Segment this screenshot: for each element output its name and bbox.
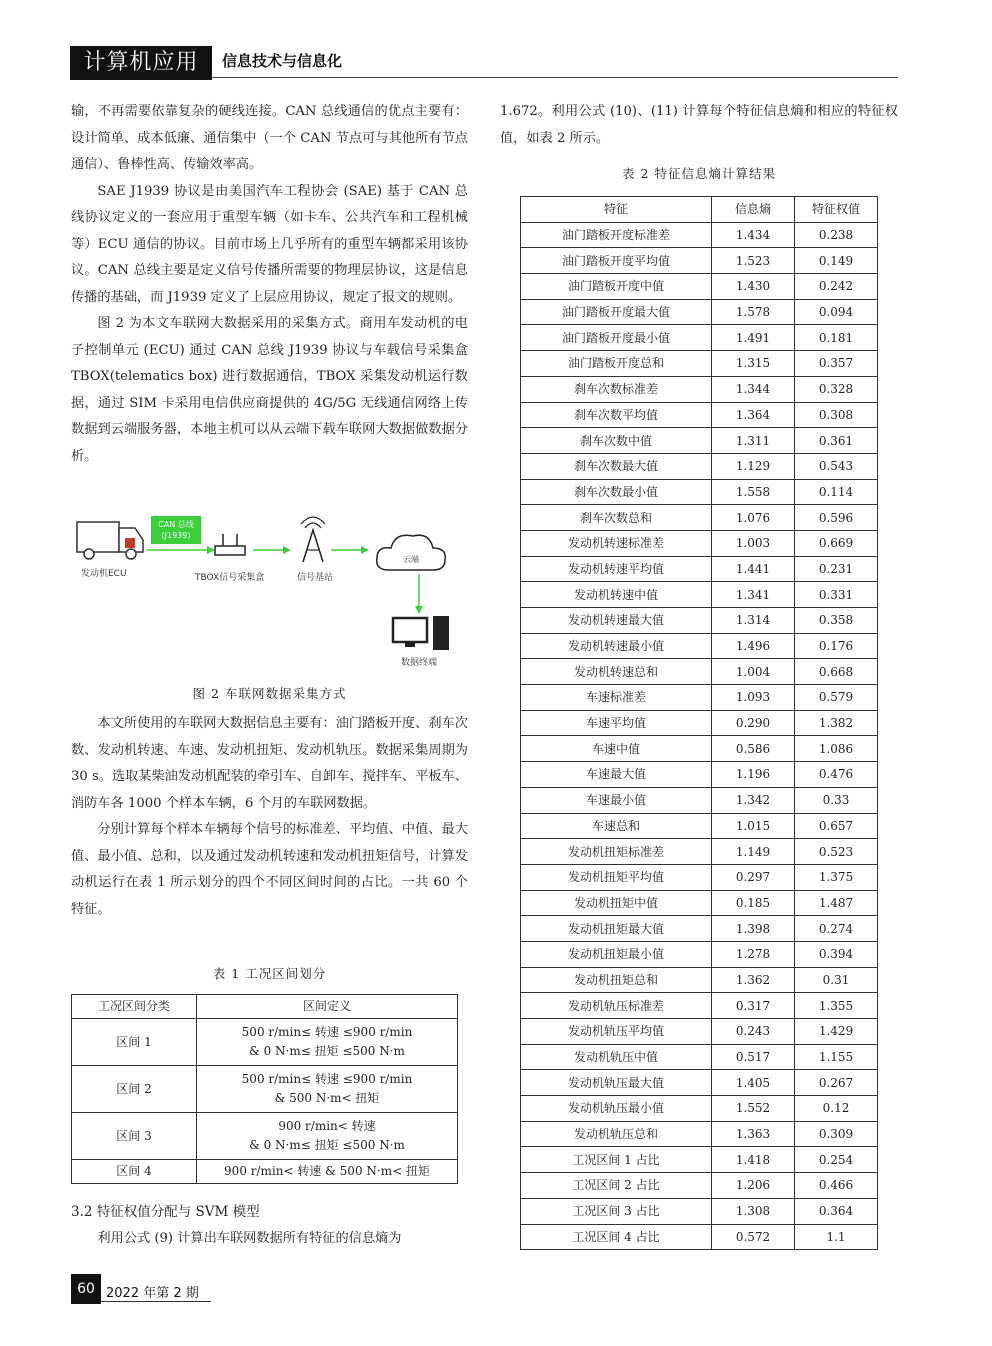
- table-cell: 车速总和: [521, 813, 712, 839]
- table-cell: 1.311: [712, 428, 795, 454]
- table-cell: 油门踏板开度平均值: [521, 248, 712, 274]
- table-cell: 0.331: [795, 582, 878, 608]
- table-row: [521, 1198, 878, 1224]
- table-cell: 1.315: [712, 351, 795, 377]
- table-row: [521, 608, 878, 634]
- can-bus-label: CAN 总线: [158, 520, 194, 529]
- paragraph: 图 2 为本文车联网大数据采用的采集方式。商用车发动机的电子控制单元 (ECU) 通过 CAN 总线 J1939 协议与车载信号采集盒 TBOX(telematics box) 进行数据通信，TBOX 采集发动机运行数据，通过 SIM 卡采用电信供应商提供的 4G/5G 无线通信网络上传数据到云端服务器，本地主机可以从云端下载车联网大数据做数据分析。: [71, 316, 468, 464]
- table-row: [521, 376, 878, 402]
- table-cell: 刹车次数中值: [521, 428, 712, 454]
- table-cell: 刹车次数最大值: [521, 453, 712, 479]
- station-label: 信号基站: [297, 573, 334, 583]
- table-cell: 1.363: [712, 1121, 795, 1147]
- table-cell: 0.12: [795, 1096, 878, 1122]
- table-row: [521, 916, 878, 942]
- table-cell: 0.517: [712, 1044, 795, 1070]
- left-column-text: [71, 99, 468, 470]
- table-cell: 1.341: [712, 582, 795, 608]
- table-cell: 1.155: [795, 1044, 878, 1070]
- table-header-row: [521, 197, 878, 223]
- table-cell: 油门踏板开度最小值: [521, 325, 712, 351]
- table-cell: [197, 1066, 458, 1113]
- table-cell: 刹车次数平均值: [521, 402, 712, 428]
- table-cell: 0.181: [795, 325, 878, 351]
- header-rule: [212, 77, 898, 78]
- table-cell: 0.254: [795, 1147, 878, 1173]
- table-cell: 发动机轨压平均值: [521, 1019, 712, 1045]
- table-row: [521, 1044, 878, 1070]
- right-column-text: [500, 99, 898, 152]
- cell-line: 900 r/min< 转速: [278, 1119, 376, 1133]
- table-cell: 刹车次数最小值: [521, 479, 712, 505]
- table-header-row: [72, 995, 458, 1019]
- table-cell: [197, 1019, 458, 1066]
- table-row: [521, 530, 878, 556]
- table-cell: 1.196: [712, 762, 795, 788]
- table-row: [521, 1173, 878, 1199]
- table-row: [521, 710, 878, 736]
- table-cell: 0.243: [712, 1019, 795, 1045]
- table-row: [521, 813, 878, 839]
- table-row: [521, 1070, 878, 1096]
- table-row: [72, 1113, 458, 1160]
- table-cell: 车速平均值: [521, 710, 712, 736]
- table-cell: 1.558: [712, 479, 795, 505]
- table-row: [521, 1096, 878, 1122]
- table-row: [521, 351, 878, 377]
- table-cell: 1.308: [712, 1198, 795, 1224]
- table-cell: 车速最大值: [521, 762, 712, 788]
- table-cell: 发动机转速标准差: [521, 530, 712, 556]
- table-cell: 刹车次数标准差: [521, 376, 712, 402]
- table-cell: 0.274: [795, 916, 878, 942]
- table-cell: 发动机转速总和: [521, 659, 712, 685]
- table-cell: 1.375: [795, 864, 878, 890]
- table-cell: 0.586: [712, 736, 795, 762]
- table-cell: 0.523: [795, 839, 878, 865]
- table-2: [520, 196, 878, 1250]
- table-cell: 区间 4: [72, 1160, 197, 1184]
- left-column-text-2: [71, 711, 468, 923]
- cell-line: & 500 N·m< 扭矩: [274, 1091, 380, 1105]
- computer-icon: [393, 616, 449, 650]
- table-row: [72, 1066, 458, 1113]
- table-cell: 工况区间 1 占比: [521, 1147, 712, 1173]
- table-row: [521, 1224, 878, 1250]
- table-cell: 0.242: [795, 274, 878, 300]
- table-cell: 1.1: [795, 1224, 878, 1250]
- table-row: [521, 1147, 878, 1173]
- paragraph: SAE J1939 协议是由美国汽车工程协会 (SAE) 基于 CAN 总线协议定义的一套应用于重型车辆（如卡车、公共汽车和工程机械等）ECU 通信的协议。目前市场上几乎所有的重型车辆都采用该协议。CAN 总线主要是定义信号传播所需要的物理层协议，这是信息传播的基础，而 J1939 定义了上层应用协议，规定了报文的规则。: [71, 183, 468, 305]
- table-cell: 1.405: [712, 1070, 795, 1096]
- table-cell: 1.491: [712, 325, 795, 351]
- cell-line: 500 r/min≤ 转速 ≤900 r/min: [241, 1072, 413, 1086]
- cloud-label: 云端: [403, 555, 419, 564]
- table-cell: 工况区间 3 占比: [521, 1198, 712, 1224]
- table-cell: 0.476: [795, 762, 878, 788]
- table-header-cell: 工况区间分类: [72, 995, 197, 1019]
- table-cell: 0.466: [795, 1173, 878, 1199]
- table-cell: 1.364: [712, 402, 795, 428]
- table-cell: 0.543: [795, 453, 878, 479]
- table-1: [71, 994, 458, 1184]
- table-cell: 0.290: [712, 710, 795, 736]
- table-cell: 0.231: [795, 556, 878, 582]
- table-cell: 1.093: [712, 685, 795, 711]
- table-cell: 油门踏板开度总和: [521, 351, 712, 377]
- ecu-label: 发动机ECU: [81, 569, 127, 579]
- table-cell: 车速最小值: [521, 787, 712, 813]
- truck-icon: [77, 522, 143, 559]
- paragraph: 分别计算每个样本车辆每个信号的标准差、平均值、中值、最大值、最小值、总和，以及通过发动机转速和发动机扭矩信号，计算发动机运行在表 1 所示划分的四个不同区间时间的占比。一共 60 个特征。: [71, 822, 468, 917]
- figure-caption: 图 2 车联网数据采集方式: [192, 686, 347, 701]
- cell-line: & 0 N·m≤ 扭矩 ≤500 N·m: [249, 1044, 405, 1058]
- table-row: [521, 762, 878, 788]
- table-cell: 1.523: [712, 248, 795, 274]
- table-cell: 1.552: [712, 1096, 795, 1122]
- table-row: [521, 274, 878, 300]
- figure-2: [71, 510, 468, 675]
- table-cell: 1.129: [712, 453, 795, 479]
- table-cell: 0.31: [795, 967, 878, 993]
- table-cell: 0.149: [795, 248, 878, 274]
- table-row: [521, 1019, 878, 1045]
- table-cell: 0.328: [795, 376, 878, 402]
- cell-line: 500 r/min≤ 转速 ≤900 r/min: [241, 1025, 413, 1039]
- table-row: [521, 479, 878, 505]
- table-row: [521, 222, 878, 248]
- table-row: [72, 1019, 458, 1066]
- section-title: 信息技术与信息化: [222, 52, 343, 70]
- table-row: [521, 299, 878, 325]
- table-cell: 1.434: [712, 222, 795, 248]
- table-row: [521, 839, 878, 865]
- table-cell: 油门踏板开度标准差: [521, 222, 712, 248]
- table-row: [521, 890, 878, 916]
- table-cell: 0.185: [712, 890, 795, 916]
- footer-rule: [101, 1301, 211, 1302]
- table-cell: 发动机转速最小值: [521, 633, 712, 659]
- table-row: [521, 505, 878, 531]
- can-bus-protocol: (J1939): [161, 531, 191, 540]
- table-cell: 发动机转速最大值: [521, 608, 712, 634]
- table-cell: 1.015: [712, 813, 795, 839]
- table-cell: 0.596: [795, 505, 878, 531]
- table-cell: 1.496: [712, 633, 795, 659]
- table-cell: 0.669: [795, 530, 878, 556]
- table-row: [521, 248, 878, 274]
- terminal-label: 数据终端: [401, 658, 438, 668]
- table-cell: 0.657: [795, 813, 878, 839]
- tbox-label: TBOX信号采集盒: [195, 573, 265, 583]
- table-cell: 0.572: [712, 1224, 795, 1250]
- table-cell: 1.314: [712, 608, 795, 634]
- table-cell: 1.487: [795, 890, 878, 916]
- table-cell: 区间 2: [72, 1066, 197, 1113]
- cloud-icon: [377, 535, 446, 570]
- table-header-cell: 信息熵: [712, 197, 795, 223]
- table-row: [521, 941, 878, 967]
- table-cell: 1.076: [712, 505, 795, 531]
- table-cell: 1.418: [712, 1147, 795, 1173]
- table-cell: 1.382: [795, 710, 878, 736]
- table-cell: 0.094: [795, 299, 878, 325]
- table-cell: 发动机扭矩标准差: [521, 839, 712, 865]
- table-cell: 0.579: [795, 685, 878, 711]
- table-cell: 1.344: [712, 376, 795, 402]
- table-cell: 0.267: [795, 1070, 878, 1096]
- table-cell: 0.394: [795, 941, 878, 967]
- table-cell: 发动机转速平均值: [521, 556, 712, 582]
- table-cell: 0.361: [795, 428, 878, 454]
- table-cell: [197, 1113, 458, 1160]
- table-row: [521, 402, 878, 428]
- table-cell: 0.297: [712, 864, 795, 890]
- table-cell: 0.668: [795, 659, 878, 685]
- paragraph: 输，不再需要依靠复杂的硬线连接。CAN 总线通信的优点主要有：设计简单、成本低廉、通信集中（一个 CAN 节点可与其他所有节点通信）、鲁棒性高、传输效率高。: [71, 104, 468, 172]
- table-cell: 1.342: [712, 787, 795, 813]
- cell-line: & 0 N·m≤ 扭矩 ≤500 N·m: [249, 1138, 405, 1152]
- table-row: [521, 685, 878, 711]
- table-row: [521, 967, 878, 993]
- table-cell: 1.430: [712, 274, 795, 300]
- table-cell: 车速中值: [521, 736, 712, 762]
- table-cell: 1.206: [712, 1173, 795, 1199]
- table-cell: 1.004: [712, 659, 795, 685]
- table-header-cell: 特征: [521, 197, 712, 223]
- table-cell: 900 r/min< 转速 & 500 N·m< 扭矩: [197, 1160, 458, 1184]
- page-number: 60: [71, 1274, 101, 1304]
- table-cell: 1.441: [712, 556, 795, 582]
- table-cell: 发动机轨压总和: [521, 1121, 712, 1147]
- table-cell: 发动机扭矩最大值: [521, 916, 712, 942]
- table-cell: 0.309: [795, 1121, 878, 1147]
- table-cell: 0.358: [795, 608, 878, 634]
- table-row: [521, 787, 878, 813]
- table-cell: 发动机轨压最大值: [521, 1070, 712, 1096]
- paragraph: 1.672。利用公式 (10)、(11) 计算每个特征信息熵和相应的特征权值，如表 2 所示。: [500, 104, 898, 146]
- table-cell: 0.357: [795, 351, 878, 377]
- table-cell: 发动机转速中值: [521, 582, 712, 608]
- table-cell: 发动机轨压标准差: [521, 993, 712, 1019]
- section-heading: 3.2 特征权值分配与 SVM 模型: [71, 1204, 260, 1220]
- table-cell: 0.317: [712, 993, 795, 1019]
- paragraph: 本文所使用的车联网大数据信息主要有：油门踏板开度、刹车次数、发动机转速、车速、发动机扭矩、发动机轨压。数据采集周期为 30 s。选取某柴油发动机配装的牵引车、自卸车、搅拌车、平板车、消防车各 1000 个样本车辆，6 个月的车联网数据。: [71, 716, 468, 811]
- table-cell: 1.429: [795, 1019, 878, 1045]
- table-cell: 0.176: [795, 633, 878, 659]
- table-row: [521, 736, 878, 762]
- table-cell: 工况区间 2 占比: [521, 1173, 712, 1199]
- table-cell: 1.278: [712, 941, 795, 967]
- table-row: [521, 582, 878, 608]
- table-cell: 0.33: [795, 787, 878, 813]
- table-cell: 1.003: [712, 530, 795, 556]
- table-cell: 1.355: [795, 993, 878, 1019]
- table-row: [521, 453, 878, 479]
- table-cell: 1.149: [712, 839, 795, 865]
- table-cell: 发动机扭矩最小值: [521, 941, 712, 967]
- journal-brand: 计算机应用: [70, 46, 212, 80]
- table-row: [521, 428, 878, 454]
- table-cell: 0.308: [795, 402, 878, 428]
- table-cell: 区间 1: [72, 1019, 197, 1066]
- table-cell: 0.364: [795, 1198, 878, 1224]
- table-cell: 1.578: [712, 299, 795, 325]
- table-cell: 工况区间 4 占比: [521, 1224, 712, 1250]
- table1-caption: 表 1 工况区间划分: [212, 966, 327, 981]
- table-cell: 发动机扭矩平均值: [521, 864, 712, 890]
- signal-tower-icon: [301, 517, 325, 562]
- table-row: [72, 1160, 458, 1184]
- table-cell: 1.398: [712, 916, 795, 942]
- table-cell: 发动机扭矩总和: [521, 967, 712, 993]
- table-cell: 车速标准差: [521, 685, 712, 711]
- table-row: [521, 325, 878, 351]
- table-header-cell: 特征权值: [795, 197, 878, 223]
- table-cell: 0.114: [795, 479, 878, 505]
- table-row: [521, 556, 878, 582]
- table-cell: 发动机轨压中值: [521, 1044, 712, 1070]
- table-row: [521, 864, 878, 890]
- table-cell: 0.238: [795, 222, 878, 248]
- paragraph: 利用公式 (9) 计算出车联网数据所有特征的信息熵为: [97, 1231, 402, 1246]
- table-cell: 发动机扭矩中值: [521, 890, 712, 916]
- table-cell: 油门踏板开度最大值: [521, 299, 712, 325]
- table-row: [521, 659, 878, 685]
- table-cell: 1.086: [795, 736, 878, 762]
- issue-label: 2022 年第 2 期: [106, 1286, 199, 1301]
- table-row: [521, 993, 878, 1019]
- table-cell: 区间 3: [72, 1113, 197, 1160]
- table-cell: 刹车次数总和: [521, 505, 712, 531]
- table-row: [521, 633, 878, 659]
- table-cell: 油门踏板开度中值: [521, 274, 712, 300]
- table2-caption: 表 2 特征信息熵计算结果: [622, 166, 776, 181]
- table-row: [521, 1121, 878, 1147]
- table-header-cell: 区间定义: [197, 995, 458, 1019]
- table-cell: 发动机轨压最小值: [521, 1096, 712, 1122]
- router-icon: [215, 534, 245, 555]
- table-cell: 1.362: [712, 967, 795, 993]
